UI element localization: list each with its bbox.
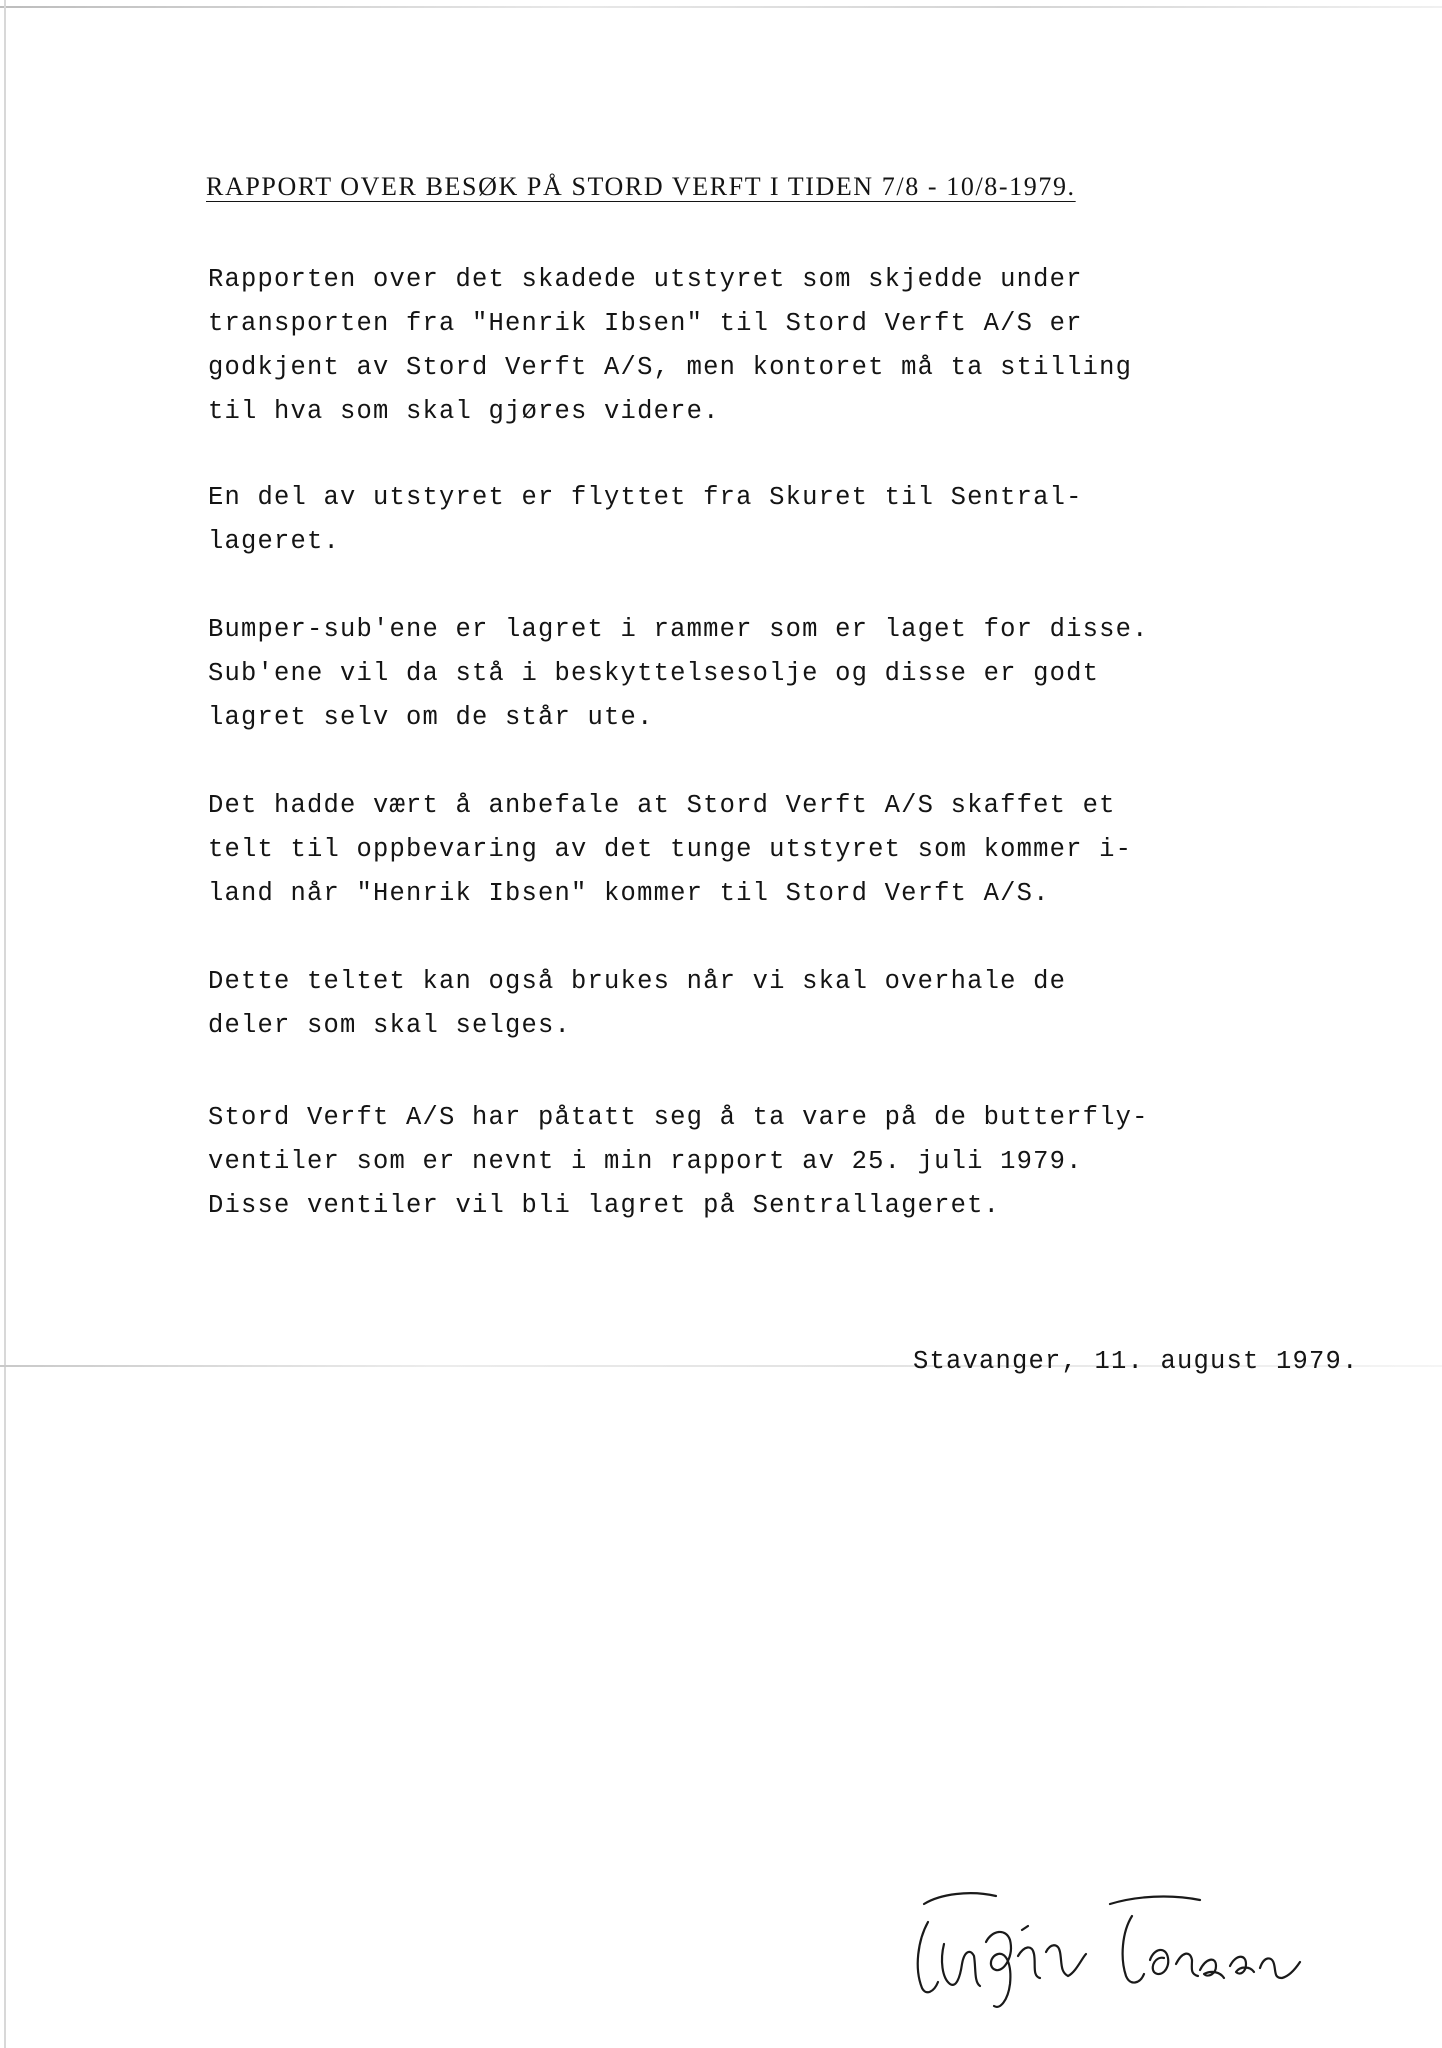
text-line: Det hadde vært å anbefale at Stord Verft A/S skaffet et bbox=[208, 791, 1116, 820]
place-date: Stavanger, 11. august 1979. bbox=[913, 1347, 1359, 1376]
text-line: land når "Henrik Ibsen" kommer til Stord Verft A/S. bbox=[208, 879, 1050, 908]
paragraph-6 bbox=[208, 1096, 1149, 1228]
text-line: Disse ventiler vil bli lagret på Sentrallageret. bbox=[208, 1191, 1001, 1220]
text-line: Rapporten over det skadede utstyret som skjedde under bbox=[208, 265, 1083, 294]
handwritten-signature bbox=[900, 1860, 1320, 2020]
paragraph-3 bbox=[208, 608, 1149, 740]
text-line: deler som skal selges. bbox=[208, 1011, 572, 1040]
text-line: godkjent av Stord Verft A/S, men kontoret må ta stilling bbox=[208, 353, 1133, 382]
scan-edge-top bbox=[0, 6, 1442, 8]
paragraph-5 bbox=[208, 960, 1066, 1048]
report-title: RAPPORT OVER BESØK PÅ STORD VERFT I TIDEN 7/8 - 10/8-1979. bbox=[206, 172, 1076, 201]
text-line: Sub'ene vil da stå i beskyttelsesolje og disse er godt bbox=[208, 659, 1100, 688]
paragraph-2 bbox=[208, 476, 1083, 564]
text-line: lagret selv om de står ute. bbox=[208, 703, 654, 732]
text-line: Stord Verft A/S har påtatt seg å ta vare på de butterfly- bbox=[208, 1103, 1149, 1132]
text-line: transporten fra "Henrik Ibsen" til Stord Verft A/S er bbox=[208, 309, 1083, 338]
text-line: telt til oppbevaring av det tunge utstyret som kommer i- bbox=[208, 835, 1133, 864]
text-line: En del av utstyret er flyttet fra Skuret til Sentral- bbox=[208, 483, 1083, 512]
scan-edge-left bbox=[4, 0, 6, 2048]
paragraph-1 bbox=[208, 258, 1132, 434]
paragraph-4 bbox=[208, 784, 1132, 916]
text-line: Bumper-sub'ene er lagret i rammer som er laget for disse. bbox=[208, 615, 1149, 644]
text-line: Dette teltet kan også brukes når vi skal overhale de bbox=[208, 967, 1067, 996]
text-line: lageret. bbox=[208, 527, 341, 556]
text-line: til hva som skal gjøres videre. bbox=[208, 397, 720, 426]
text-line: ventiler som er nevnt i min rapport av 25. juli 1979. bbox=[208, 1147, 1083, 1176]
